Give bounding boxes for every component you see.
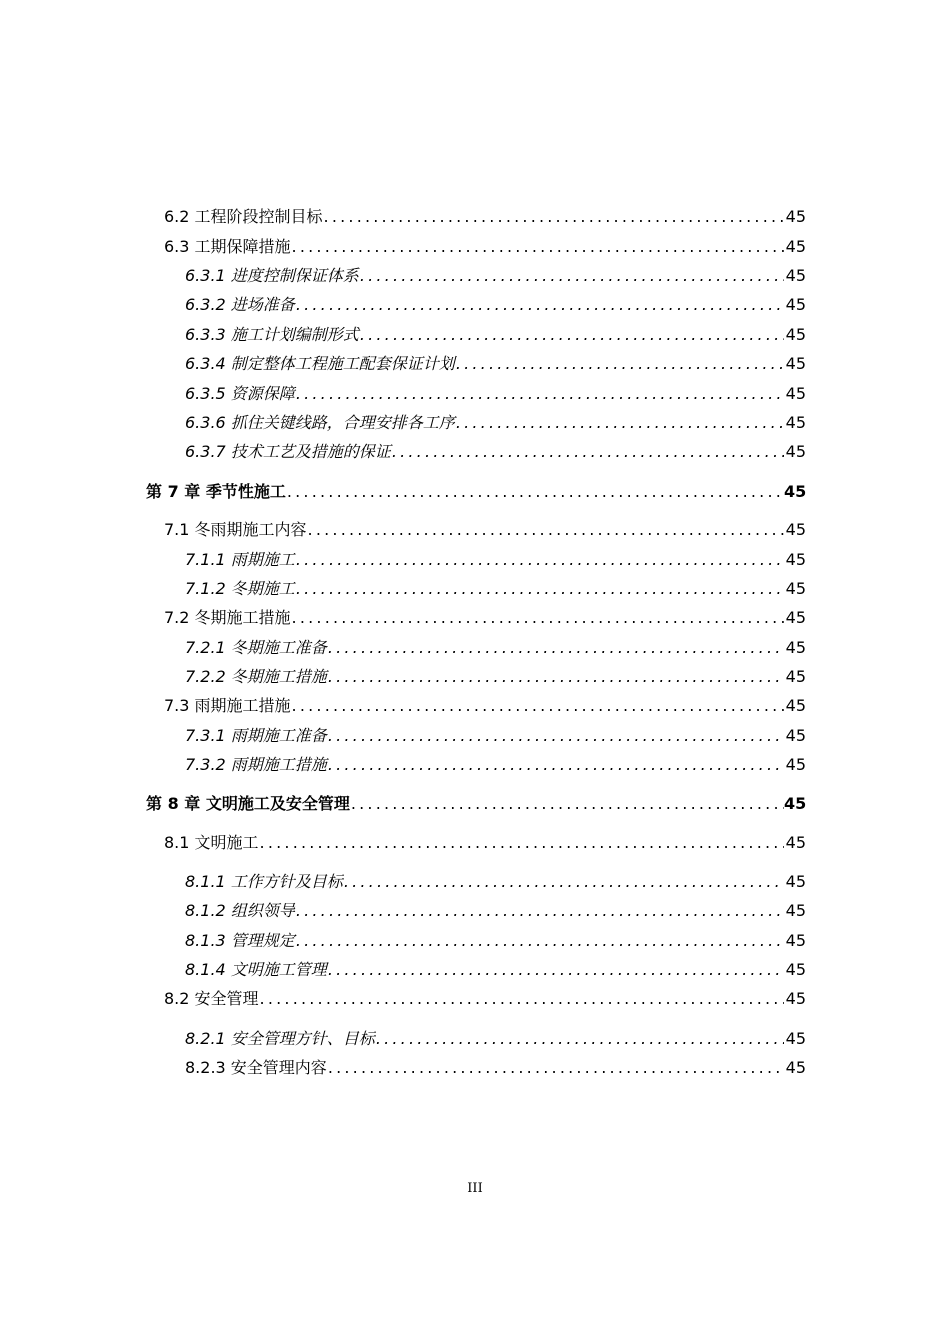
dot-leader <box>307 519 784 541</box>
dot-leader <box>259 988 784 1010</box>
toc-entry-title: 8.1.2 组织领导 <box>185 901 295 920</box>
dot-leader <box>286 481 784 503</box>
toc-entry-page: 45 <box>785 667 806 686</box>
toc-entry-page: 45 <box>785 696 806 715</box>
toc-entry-page: 45 <box>785 384 806 403</box>
toc-entry[interactable] <box>164 206 806 228</box>
toc-entry[interactable] <box>164 519 806 541</box>
toc-entry-page: 45 <box>785 1029 806 1048</box>
toc-entry-title: 7.1.1 雨期施工 <box>185 550 295 569</box>
dot-leader <box>327 666 784 688</box>
dot-leader <box>455 412 784 434</box>
toc-entry-title: 7.2.1 冬期施工准备 <box>185 638 327 657</box>
toc-entry[interactable] <box>185 1057 806 1079</box>
dot-leader <box>295 900 784 922</box>
toc-entry-title: 6.3.6 抓住关键线路，合理安排各工序 <box>185 413 455 432</box>
toc-entry-page: 45 <box>785 960 806 979</box>
dot-leader <box>291 607 784 629</box>
toc-entry-title: 6.3 工期保障措施 <box>164 237 291 256</box>
dot-leader <box>295 294 784 316</box>
toc-entry-page: 45 <box>785 413 806 432</box>
toc-entry-title: 7.3.1 雨期施工准备 <box>185 726 327 745</box>
dot-leader <box>343 871 784 893</box>
toc-entry-page: 45 <box>785 638 806 657</box>
dot-leader <box>327 959 784 981</box>
toc-entry-title: 7.2.2 冬期施工措施 <box>185 667 327 686</box>
toc-entry-title: 8.2.3 安全管理内容 <box>185 1058 327 1077</box>
toc-entry[interactable] <box>185 637 806 659</box>
toc-entry[interactable] <box>146 481 806 503</box>
toc-entry-page: 45 <box>785 726 806 745</box>
toc-entry-title: 7.3 雨期施工措施 <box>164 696 291 715</box>
toc-entry-page: 45 <box>785 931 806 950</box>
toc-entry-page: 45 <box>785 207 806 226</box>
dot-leader <box>327 725 784 747</box>
toc-entry-title: 6.3.7 技术工艺及措施的保证 <box>185 442 391 461</box>
dot-leader <box>291 695 784 717</box>
toc-entry[interactable] <box>185 871 806 893</box>
toc-entry-page: 45 <box>785 237 806 256</box>
toc-entry-page: 45 <box>785 520 806 539</box>
toc-entry[interactable] <box>185 930 806 952</box>
dot-leader <box>327 1057 784 1079</box>
dot-leader <box>327 754 784 776</box>
dot-leader <box>295 578 784 600</box>
toc-entry[interactable] <box>185 578 806 600</box>
toc-entry-page: 45 <box>784 794 807 813</box>
toc-entry[interactable] <box>185 725 806 747</box>
toc-entry-title: 8.1 文明施工 <box>164 833 259 852</box>
toc-entry[interactable] <box>185 666 806 688</box>
toc-entry-page: 45 <box>785 872 806 891</box>
dot-leader <box>359 265 784 287</box>
dot-leader <box>375 1028 784 1050</box>
dot-leader <box>295 549 784 571</box>
toc-entry-page: 45 <box>785 442 806 461</box>
toc-entry-title: 8.2.1 安全管理方针、目标 <box>185 1029 375 1048</box>
toc-entry[interactable] <box>164 607 806 629</box>
toc-entry-page: 45 <box>784 482 807 501</box>
toc-entry-title: 第 8 章 文明施工及安全管理 <box>146 794 350 813</box>
dot-leader <box>350 793 784 815</box>
toc-entry[interactable] <box>185 294 806 316</box>
toc-entry-page: 45 <box>785 989 806 1008</box>
toc-entry-title: 7.1 冬雨期施工内容 <box>164 520 307 539</box>
toc-entry[interactable] <box>185 324 806 346</box>
toc-entry-page: 45 <box>785 354 806 373</box>
toc-entry-page: 45 <box>785 1058 806 1077</box>
dot-leader <box>323 206 784 228</box>
dot-leader <box>327 637 784 659</box>
toc-entry-title: 7.3.2 雨期施工措施 <box>185 755 327 774</box>
toc-entry-page: 45 <box>785 608 806 627</box>
dot-leader <box>455 353 784 375</box>
toc-entry-page: 45 <box>785 755 806 774</box>
toc-entry-title: 6.3.5 资源保障 <box>185 384 295 403</box>
toc-entry-page: 45 <box>785 579 806 598</box>
dot-leader <box>259 832 784 854</box>
toc-entry-title: 7.1.2 冬期施工 <box>185 579 295 598</box>
toc-entry-page: 45 <box>785 550 806 569</box>
toc-entry[interactable] <box>185 754 806 776</box>
dot-leader <box>359 324 784 346</box>
toc-entry[interactable] <box>185 549 806 571</box>
toc-entry-page: 45 <box>785 901 806 920</box>
toc-entry[interactable] <box>185 1028 806 1050</box>
dot-leader <box>291 236 784 258</box>
dot-leader <box>295 383 784 405</box>
toc-entry[interactable] <box>164 832 806 854</box>
toc-entry[interactable] <box>185 353 806 375</box>
dot-leader <box>295 930 784 952</box>
toc-entry-title: 6.3.3 施工计划编制形式 <box>185 325 359 344</box>
toc-entry-title: 6.3.2 进场准备 <box>185 295 295 314</box>
toc-entry[interactable] <box>185 265 806 287</box>
toc-entry-page: 45 <box>785 266 806 285</box>
toc-entry-title: 第 7 章 季节性施工 <box>146 482 286 501</box>
dot-leader <box>391 441 784 463</box>
toc-entry-title: 6.2 工程阶段控制目标 <box>164 207 323 226</box>
toc-entry[interactable] <box>185 959 806 981</box>
toc-entry[interactable] <box>164 988 806 1010</box>
toc-entry-page: 45 <box>785 325 806 344</box>
toc-entry-title: 8.2 安全管理 <box>164 989 259 1008</box>
toc-entry[interactable] <box>146 793 806 815</box>
toc-entry[interactable] <box>185 412 806 434</box>
toc-entry-title: 8.1.4 文明施工管理 <box>185 960 327 979</box>
toc-entry[interactable] <box>164 695 806 717</box>
toc-entry[interactable] <box>185 383 806 405</box>
toc-entry-title: 6.3.1 进度控制保证体系 <box>185 266 359 285</box>
toc-entry-title: 8.1.3 管理规定 <box>185 931 295 950</box>
toc-entry[interactable] <box>185 441 806 463</box>
toc-entry-title: 6.3.4 制定整体工程施工配套保证计划 <box>185 354 455 373</box>
toc-entry[interactable] <box>185 900 806 922</box>
toc-entry-page: 45 <box>785 833 806 852</box>
page-number: III <box>467 1181 483 1196</box>
toc-entry[interactable] <box>164 236 806 258</box>
toc-entry-title: 8.1.1 工作方针及目标 <box>185 872 343 891</box>
toc-entry-title: 7.2 冬期施工措施 <box>164 608 291 627</box>
toc-entry-page: 45 <box>785 295 806 314</box>
